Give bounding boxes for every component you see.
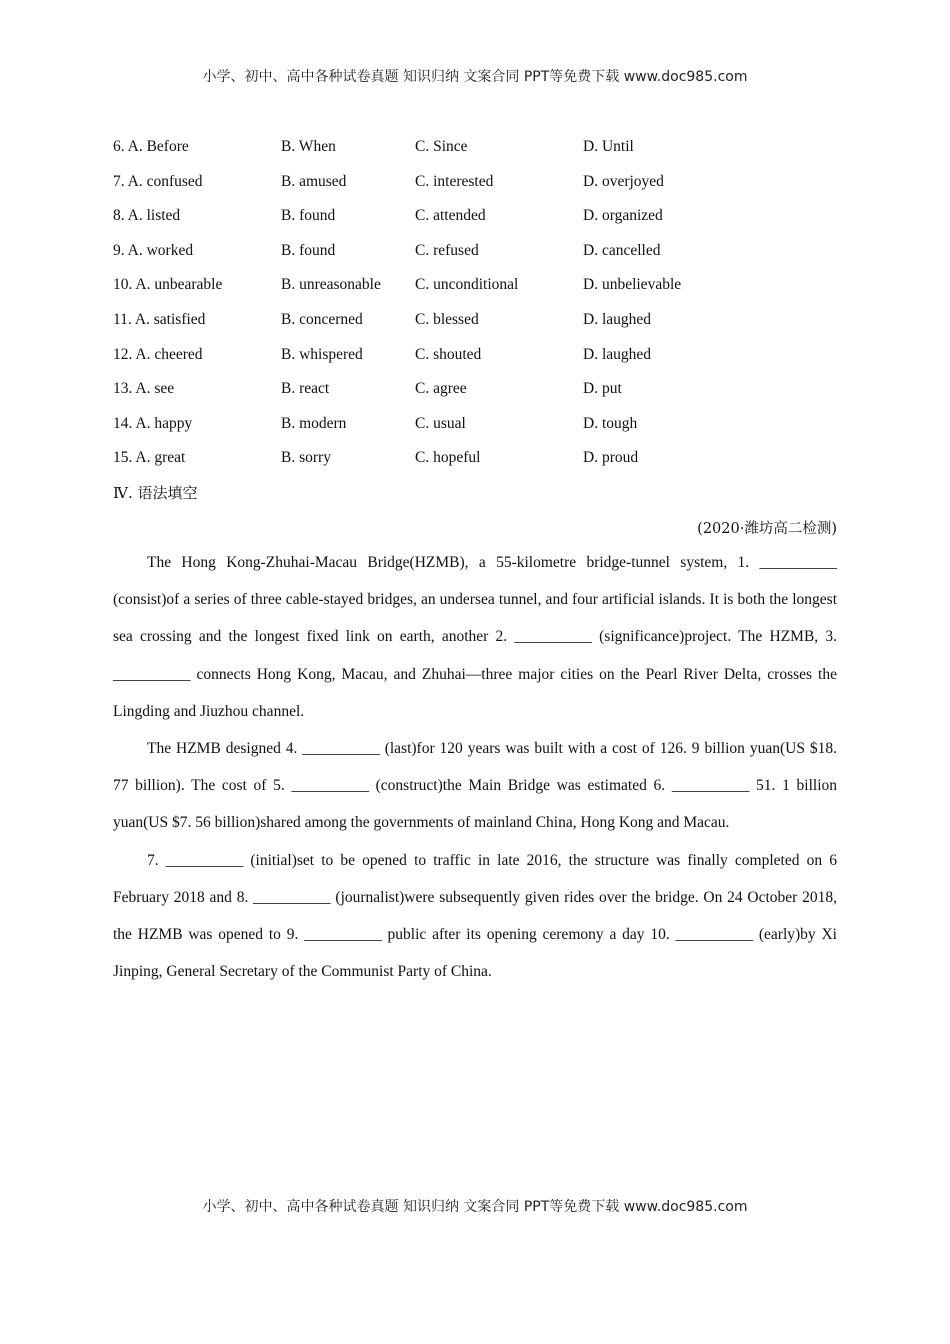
option-c: C. refused: [415, 241, 479, 259]
option-a: 13. A. see: [113, 380, 175, 398]
option-c: C. interested: [415, 172, 494, 190]
option-d: D. overjoyed: [583, 172, 664, 190]
option-a: 7. A. confused: [113, 172, 203, 190]
option-b: B. whispered: [281, 345, 363, 363]
option-a: 12. A. cheered: [113, 345, 203, 363]
page-header: 小学、初中、高中各种试卷真题 知识归纳 文案合同 PPT等免费下载 www.doc985.com: [202, 69, 748, 85]
option-a: 11. A. satisfied: [113, 310, 206, 328]
option-a: 6. A. Before: [113, 138, 189, 155]
option-row-15: [113, 447, 837, 482]
option-c: C. hopeful: [415, 449, 481, 467]
option-b: B. sorry: [281, 449, 331, 467]
option-row-14: [113, 413, 837, 448]
option-c: C. shouted: [415, 345, 482, 363]
option-row-11: [113, 309, 837, 344]
option-c: C. Since: [415, 138, 468, 155]
option-d: D. organized: [583, 207, 663, 225]
option-b: B. found: [281, 241, 336, 259]
option-row-13: [113, 378, 837, 413]
option-d: D. Until: [583, 138, 634, 155]
option-row-12: [113, 344, 837, 379]
option-row-10: [113, 274, 837, 309]
option-d: D. cancelled: [583, 241, 661, 259]
option-b: B. found: [281, 207, 336, 225]
section-title: Ⅳ. 语法填空: [113, 484, 198, 502]
option-c: C. agree: [415, 380, 467, 398]
option-b: B. react: [281, 380, 330, 398]
page-footer: 小学、初中、高中各种试卷真题 知识归纳 文案合同 PPT等免费下载 www.doc985.com: [202, 1199, 748, 1215]
option-d: D. laughed: [583, 345, 652, 363]
option-b: B. modern: [281, 414, 347, 432]
option-b: B. unreasonable: [281, 276, 381, 294]
option-c: C. attended: [415, 207, 486, 225]
option-d: D. proud: [583, 449, 639, 467]
option-a: 9. A. worked: [113, 241, 194, 259]
option-b: B. amused: [281, 172, 347, 190]
option-c: C. blessed: [415, 310, 479, 328]
option-a: 8. A. listed: [113, 207, 181, 225]
option-d: D. laughed: [583, 310, 652, 328]
passage-paragraph-2: The HZMB designed 4. __________ (last)for 120 years was built with a cost of 126. 9 billion yuan(US $18. 77 billion). The cost of 5. __________ (construct)the Main Bridge was estimated 6. __________ 51. 1 billion yuan(US $7. 56 billion)shared among the governments of mainland China, Hong Kong and Macau.: [113, 740, 837, 832]
option-a: 14. A. happy: [113, 414, 193, 432]
option-d: D. unbelievable: [583, 276, 682, 294]
option-c: C. unconditional: [415, 276, 519, 294]
option-b: B. concerned: [281, 310, 363, 328]
passage-paragraph-1: The Hong Kong-Zhuhai-Macau Bridge(HZMB), a 55-kilometre bridge-tunnel system, 1. __________ (consist)of a series of three cable-stayed bridges, an undersea tunnel, and four artificial islands. It is both the longest sea crossing and the longest fixed link on earth, another 2. __________ (significance)project. The HZMB, 3. __________ connects Hong Kong, Macau, and Zhuhai—three major cities on the Pearl River Delta, crosses the Lingding and Jiuzhou channel.: [113, 554, 837, 720]
answer-options: [113, 136, 837, 482]
option-c: C. usual: [415, 414, 466, 432]
option-row-6: [113, 136, 837, 171]
option-row-9: [113, 240, 837, 275]
passage-paragraph-3: 7. __________ (initial)set to be opened to traffic in late 2016, the structure was finally completed on 6 February 2018 and 8. __________ (journalist)were subsequently given rides over the bridge. On 24 October 2018, the HZMB was opened to 9. __________ public after its opening ceremony a day 10. __________ (early)by Xi Jinping, General Secretary of the Communist Party of China.: [113, 851, 837, 981]
option-row-7: [113, 171, 837, 206]
option-d: D. put: [583, 380, 622, 398]
option-b: B. When: [281, 138, 336, 155]
option-row-8: [113, 205, 837, 240]
option-a: 10. A. unbearable: [113, 276, 223, 294]
cloze-passage: [113, 544, 837, 990]
source-note: (2020·潍坊高二检测): [697, 521, 837, 537]
option-d: D. tough: [583, 414, 638, 432]
option-a: 15. A. great: [113, 449, 186, 467]
